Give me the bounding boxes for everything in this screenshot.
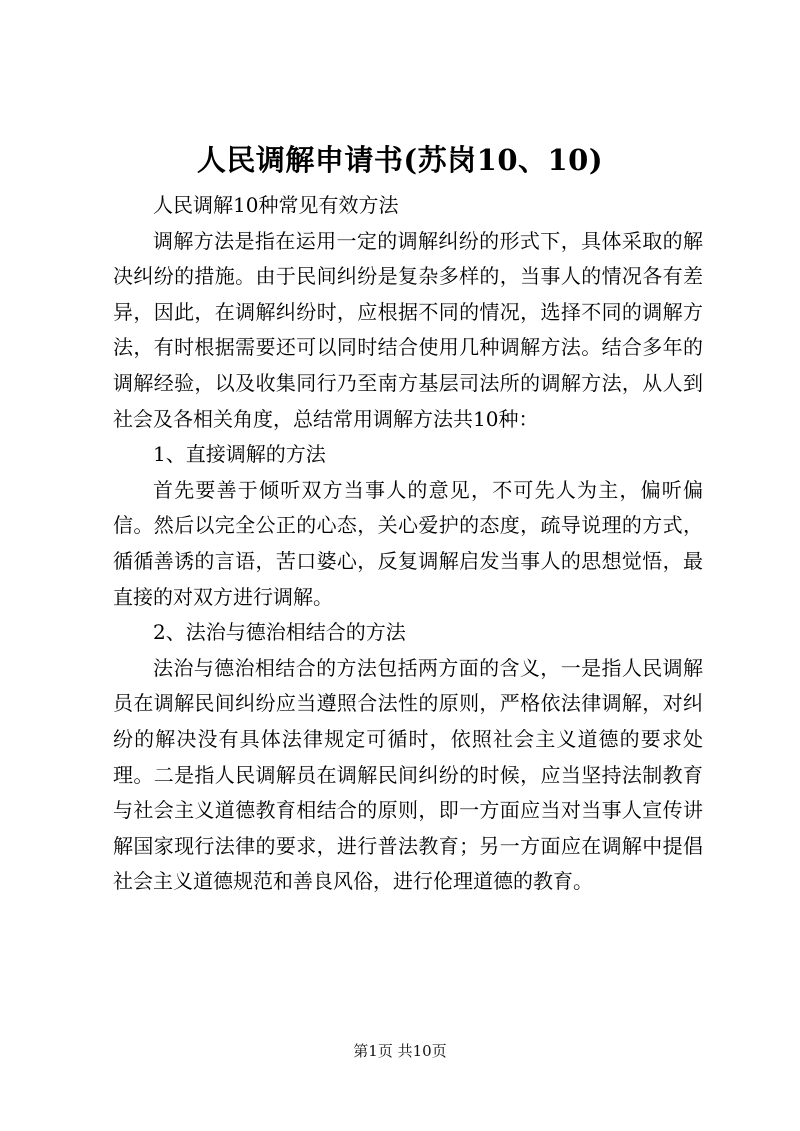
- document-body: [113, 188, 703, 900]
- body-paragraph: 法治与德治相结合的方法包括两方面的含义，一是指人民调解员在调解民间纠纷应当遵照合法性的原则，严格依法律调解，对纠纷的解决没有具体法律规定可循时，依照社会主义道德的要求处理。二是指人民调解员在调解民间纠纷的时候，应当坚持法制教育与社会主义道德教育相结合的原则，即一方面应当对当事人宣传讲解国家现行法律的要求，进行普法教育；另一方面应在调解中提倡社会主义道德规范和善良风俗，进行伦理道德的教育。: [113, 655, 703, 894]
- section-heading: 人民调解10种常见有效方法: [153, 193, 399, 217]
- page-number-footer: 第1页 共10页: [353, 1042, 447, 1060]
- page-title: 人民调解申请书(苏岗10、10): [196, 143, 604, 177]
- body-paragraph: 首先要善于倾听双方当事人的意见，不可先人为主，偏听偏信。然后以完全公正的心态，关心爱护的态度，疏导说理的方式，循循善诱的言语，苦口婆心，反复调解启发当事人的思想觉悟，最直接的对双方进行调解。: [113, 477, 703, 609]
- section-heading: 2、法治与德治相结合的方法: [153, 620, 406, 645]
- section-heading: 1、直接调解的方法: [153, 442, 326, 467]
- body-paragraph: 调解方法是指在运用一定的调解纠纷的形式下，具体采取的解决纠纷的措施。由于民间纠纷是复杂多样的，当事人的情况各有差异，因此，在调解纠纷时，应根据不同的情况，选择不同的调解方法，有时根据需要还可以同时结合使用几种调解方法。结合多年的调解经验，以及收集同行乃至南方基层司法所的调解方法，从人到社会及各相关角度，总结常用调解方法共10种：: [113, 228, 703, 431]
